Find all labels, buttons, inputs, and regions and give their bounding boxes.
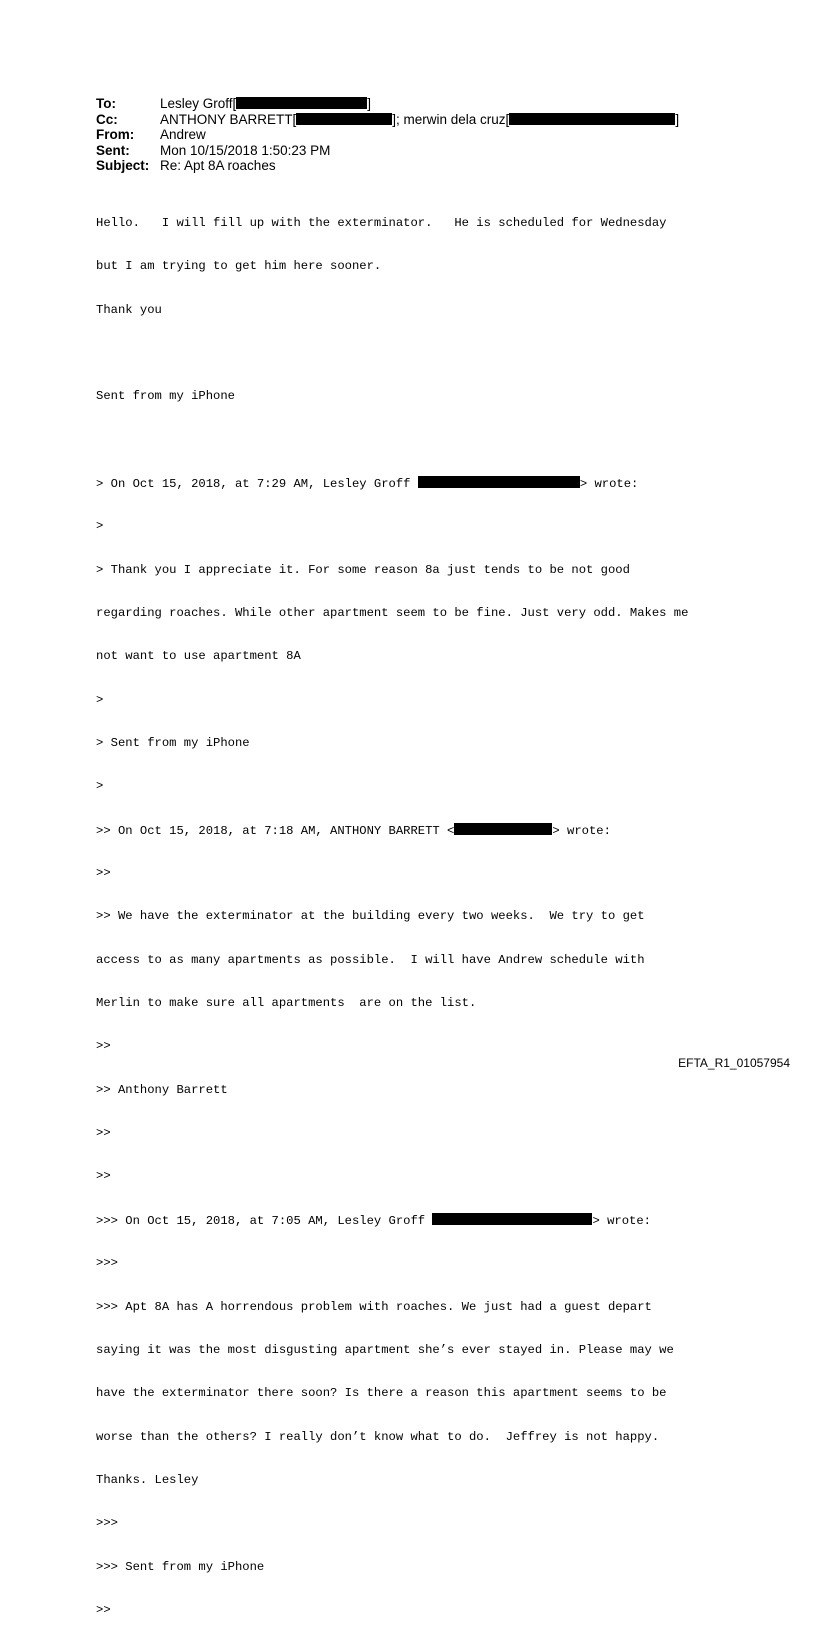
- body-line: >>: [96, 1602, 111, 1617]
- body-line: have the exterminator there soon? Is there a reason this apartment seems to be: [96, 1386, 667, 1401]
- sent-value: Mon 10/15/2018 1:50:23 PM: [160, 142, 331, 158]
- body-line: Hello. I will fill up with the exterminator. He is scheduled for Wednesday: [96, 215, 667, 230]
- body-line: [96, 433, 688, 447]
- email-body: [96, 187, 688, 1646]
- to-value: [160, 96, 371, 112]
- body-line: > Sent from my iPhone: [96, 736, 250, 751]
- cc-separator: ]; merwin dela cruz[: [392, 111, 510, 127]
- body-line: > Thank you I appreciate it. For some reason 8a just tends to be not good: [96, 562, 630, 577]
- document-id: EFTA_R1_01057954: [678, 1056, 790, 1070]
- subject-label: Subject:: [96, 158, 150, 173]
- redaction-bar: [454, 823, 552, 835]
- redaction-bar: [296, 113, 392, 125]
- redaction-bar: [418, 476, 580, 488]
- cc-label: Cc:: [96, 111, 118, 127]
- quote-header-line: [96, 1213, 688, 1227]
- body-line: >: [96, 519, 104, 534]
- quote-header-prefix: >>> On Oct 15, 2018, at 7:05 AM, Lesley Groff: [96, 1213, 433, 1228]
- body-line: >>> Sent from my iPhone: [96, 1559, 265, 1574]
- body-line: >>: [96, 866, 111, 881]
- body-line: >>> Apt 8A has A horrendous problem with roaches. We just had a guest depart: [96, 1299, 652, 1314]
- to-name: Lesley Groff[: [160, 96, 237, 111]
- cc-close: ]: [675, 111, 680, 127]
- body-line: Sent from my iPhone: [96, 389, 235, 404]
- to-close: ]: [367, 96, 372, 111]
- redaction-bar: [236, 97, 367, 109]
- body-line: >: [96, 779, 104, 794]
- quote-header-suffix: > wrote:: [579, 476, 639, 491]
- cc-name-1: ANTHONY BARRETT[: [160, 111, 297, 127]
- body-line: access to as many apartments as possible. I will have Andrew schedule with: [96, 952, 645, 967]
- from-value: Andrew: [160, 127, 206, 142]
- quote-header-prefix: >> On Oct 15, 2018, at 7:18 AM, ANTHONY BARRETT <: [96, 823, 455, 838]
- body-line: regarding roaches. While other apartment seem to be fine. Just very odd. Makes me: [96, 606, 689, 620]
- body-line: >>: [96, 1169, 111, 1184]
- body-line: >>: [96, 1126, 111, 1141]
- body-line: worse than the others? I really don’t know what to do. Jeffrey is not happy.: [96, 1429, 660, 1444]
- quote-header-suffix: > wrote:: [592, 1213, 651, 1228]
- sent-label: Sent:: [96, 142, 130, 158]
- body-line: Thank you: [96, 302, 162, 317]
- body-line: >> We have the exterminator at the building every two weeks. We try to get: [96, 909, 645, 924]
- to-label: To:: [96, 96, 116, 111]
- subject-value: Re: Apt 8A roaches: [160, 158, 276, 173]
- redaction-bar: [509, 113, 675, 125]
- body-line: saying it was the most disgusting apartment she’s ever stayed in. Please may we: [96, 1342, 674, 1357]
- quote-header-line: [96, 823, 688, 837]
- body-line: >> Anthony Barrett: [96, 1082, 228, 1097]
- body-line: >>>: [96, 1256, 118, 1271]
- body-line: but I am trying to get him here sooner.: [96, 259, 382, 274]
- body-line: [96, 346, 688, 360]
- redaction-bar: [432, 1213, 592, 1225]
- body-line: >: [96, 692, 104, 707]
- body-line: not want to use apartment 8A: [96, 649, 301, 664]
- cc-value: [160, 112, 679, 128]
- quote-header-prefix: > On Oct 15, 2018, at 7:29 AM, Lesley Groff: [96, 476, 418, 491]
- quote-header-line: [96, 476, 688, 490]
- body-line: >>: [96, 1039, 111, 1054]
- body-line: Thanks. Lesley: [96, 1472, 199, 1487]
- body-line: Merlin to make sure all apartments are on the list.: [96, 996, 477, 1011]
- quote-header-suffix: > wrote:: [552, 823, 611, 838]
- from-label: From:: [96, 127, 135, 142]
- body-line: >>>: [96, 1516, 118, 1531]
